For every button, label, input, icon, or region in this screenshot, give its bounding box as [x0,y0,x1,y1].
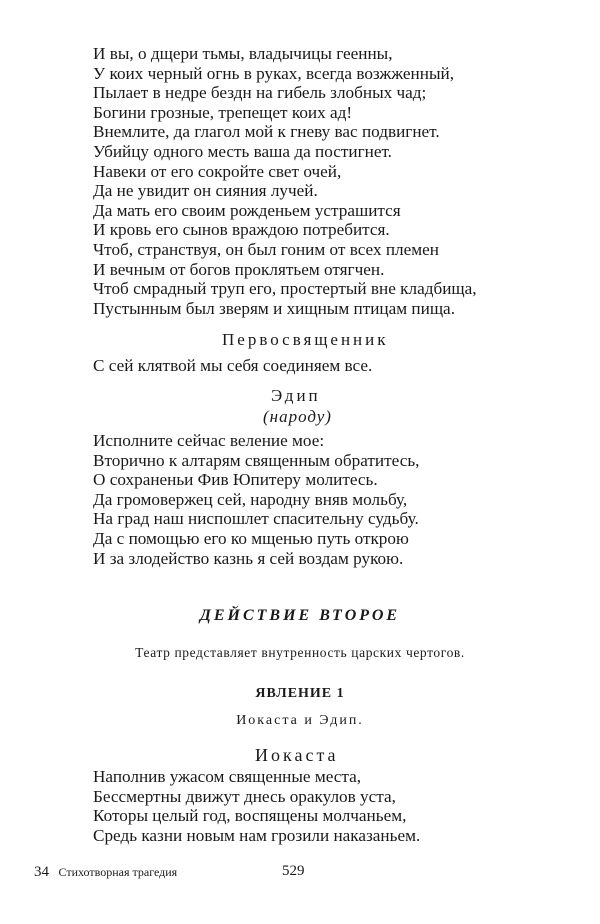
verse-line: И вы, о дщери тьмы, владычицы геенны, [93,44,393,63]
verse-line: И вечным от богов проклятьем отягчен. [93,259,385,279]
verse-line: Богини грозные, трепещет коих ад! [93,102,353,122]
verse-line: Да мать его своим рожденьем устрашится [93,200,401,220]
verse-line: Да громовержец сей, народну вняв мольбу, [93,489,408,509]
verse-line: Пустынным был зверям и хищным птицам пища. [93,298,455,318]
verse-line: У коих черный огнь в руках, всегда возжженный, [93,63,454,83]
verse-line: Средь казни новым нам грозили наказаньем. [93,825,421,845]
signature-title: Стихотворная трагедия [58,865,178,879]
verse-line: Навеки от его сокройте свет очей, [93,161,342,181]
verse-line: Да с помощью его ко мщенью путь открою [93,528,409,548]
stanza-oedipus-command [93,431,419,568]
stanza-oath [93,356,372,376]
verse-line: Пылает в недре бездн на гибель злобных чад; [93,83,427,103]
verse-line: Внемлите, да глагол мой к гневу вас подвигнет. [93,122,440,142]
verse-line: И за злодейство казнь я сей воздам рукою. [93,548,404,568]
verse-line: На град наш ниспошлет спасительну судьбу. [93,509,419,529]
stage-direction: (народу) [263,407,332,426]
verse-line: Исполните сейчас веление мое: [93,431,325,450]
signature-number: 34 [34,864,49,880]
verse-line: Наполнив ужасом священные места, [93,767,362,786]
scene-title: ЯВЛЕНИЕ 1 [255,686,345,701]
scene-cast: Иокаста и Эдип. [236,713,364,728]
verse-line: И кровь его сынов враждою потребится. [93,220,390,240]
page-number: 529 [282,863,305,879]
verse-line: Чтоб, странствуя, он был гоним от всех племен [93,239,439,259]
speaker-jocasta: Иокаста [255,745,339,765]
speaker-oedipus: Эдип [271,386,321,405]
verse-line: Которы целый год, воспящены молчаньем, [93,806,407,826]
verse-line: Чтоб смрадный труп его, простертый вне кладбища, [93,279,477,299]
verse-line: Убийцу одного месть ваша да постигнет. [93,141,392,161]
verse-line: Вторично к алтарям священным обратитесь, [93,450,420,470]
printer-signature [34,864,177,881]
verse-line: О сохраненьи Фив Юпитеру молитесь. [93,470,378,490]
verse-line: С сей клятвой мы себя соединяем все. [93,356,373,375]
verse-line: Бессмертны движут днесь оракулов уста, [93,786,396,806]
stanza-jocasta [93,767,420,845]
stanza-curse [93,44,477,318]
setting-description: Театр представляет внутренность царских чертогов. [135,645,465,660]
verse-line: Да не увидит он сияния лучей. [93,181,318,201]
act-title: ДЕЙСТВИЕ ВТОРОЕ [199,607,401,624]
speaker-high-priest: Первосвященник [222,330,389,349]
